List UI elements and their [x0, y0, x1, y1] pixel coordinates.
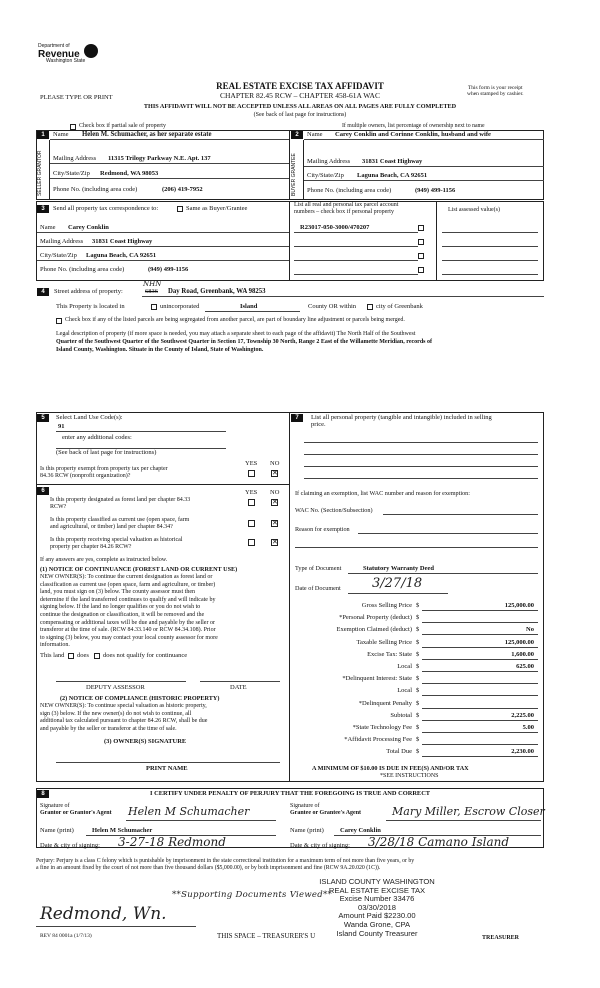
buyer-phone: (949) 499-1156	[415, 187, 456, 194]
redmond-handwriting: Redmond, Wn.	[40, 904, 167, 924]
grantee-date: 3/28/18 Camano Island	[368, 835, 510, 849]
grantee-sig-label: Signature of Grantee or Grantee's Agent	[290, 803, 362, 816]
multiple-owners-note: If multiple owners, list percentage of ownership next to name	[342, 123, 485, 129]
corr-name-label: Name	[40, 224, 56, 231]
current-use-question: Is this property classified as current use (open space, farm and agricultural, or timber) land per chapter 84.34?	[50, 517, 190, 530]
grantor-signature: Helen M Schumacher	[128, 805, 250, 818]
corr-phone-label: Phone No. (including area code)	[40, 266, 125, 273]
tax-line-label: Subtotal	[390, 711, 412, 719]
tax-line-currency: $	[416, 748, 420, 756]
personal-property-heading: List all personal property (tangible and intangible) included in selling price.	[311, 414, 492, 429]
legal-description-2: Quarter of the Southwest Quarter of the Southwest Quarter in Section 17, Township 30 North, Range 2 East of the Willamette Meridian, records of	[56, 339, 432, 345]
see-instructions: *SEE INSTRUCTIONS	[380, 773, 439, 779]
segregated-label: Check box if any of the listed parcels are being segregated from another parcel, are part of boundary line adjustment or parcels being merged.	[65, 317, 405, 323]
does-not-checkbox[interactable]	[94, 653, 100, 659]
reason-label: Reason for exemption	[295, 526, 350, 533]
tax-line-label: Local	[397, 687, 412, 695]
any-yes-note: If any answers are yes, complete as instructed below.	[40, 557, 168, 563]
section-5-number: 5	[37, 414, 49, 422]
segregated-checkbox[interactable]	[56, 318, 62, 324]
seller-phone-label: Phone No. (including area code)	[53, 186, 138, 193]
tax-line-value: 625.00	[516, 663, 534, 670]
no-header-6: NO	[270, 489, 280, 496]
section-7-number: 7	[291, 414, 303, 422]
doc-date: 3/27/18	[372, 576, 423, 591]
county-or-label: County OR within	[308, 303, 357, 310]
dept-line-2: Revenue	[38, 48, 80, 60]
dept-line-1: Department of	[38, 43, 70, 49]
grantor-name-label: Name (print)	[40, 827, 74, 834]
tax-line-value: 125,000.00	[504, 602, 534, 609]
perjury-text: Perjury: Perjury is a class C felony which is punishable by imprisonment in the state correctional institution for a maximum term of not more than five years, or by a fine in an amount fixed by the court of not more than five thousand dollars ($5,000.00), or by both imprisonment and fine (RCW 9A.20.020 (1C)).	[36, 858, 415, 871]
seller-city-label: City/State/Zip	[53, 170, 90, 177]
located-in-label: This Property is located in	[56, 303, 125, 310]
tax-line-value: 1,600.00	[511, 650, 534, 658]
deputy-date-label: DATE	[230, 684, 247, 691]
tax-line-currency: $	[416, 626, 420, 634]
exemption-question: If claiming an exemption, list WAC number and reason for exemption:	[295, 490, 470, 497]
seller-name: Helen M. Schumacher, as her separate estate	[82, 131, 212, 138]
correspondence-heading: Send all property tax correspondence to:	[53, 205, 159, 212]
seller-phone: (206) 419-7952	[162, 186, 203, 193]
grantee-name: Carey Conklin	[340, 827, 381, 834]
city-checkbox[interactable]	[367, 304, 373, 310]
grantor-date-label: Date & city of signing:	[40, 842, 100, 849]
section-4-number: 4	[37, 288, 49, 296]
tax-line-value: 5.00	[522, 724, 534, 731]
tax-line-currency: $	[416, 614, 420, 622]
tax-line-value: 2,225.00	[511, 711, 534, 719]
does-checkbox[interactable]	[68, 653, 74, 659]
yes-header-6: YES	[245, 489, 258, 496]
seller-side-label: SELLER GRANTOR	[37, 150, 43, 196]
rev-number: REV 84 0001a (1/7/13)	[40, 933, 92, 939]
no-header-5: NO	[270, 460, 280, 467]
seller-addr: 11315 Trilogy Parkway N.E. Apt. 137	[108, 155, 211, 162]
tax-line-label: *State Technology Fee	[352, 724, 412, 731]
tax-line-currency: $	[416, 711, 420, 719]
form-title: REAL ESTATE EXCISE TAX AFFIDAVIT	[216, 81, 384, 91]
exempt-yes-checkbox[interactable]	[248, 470, 255, 477]
county-name: Island	[240, 303, 258, 310]
historic-yes-checkbox[interactable]	[248, 539, 255, 546]
tax-line-currency: $	[416, 736, 420, 744]
partial-sale-label: Check box if partial sale of property	[79, 123, 166, 129]
exempt-no-checkbox[interactable]: ✕	[272, 469, 278, 477]
doc-date-label: Date of Document	[295, 585, 341, 592]
continuance-text: NEW OWNER(S): To continue the current designation as forest land or classification as current use (open space, farm and agriculture, or timber) land, you must sign on (3) below. The county assessor must then determine if the land transferred continues to qualify and will indicate by signing below. If the land no longer qualifies or you do not wish to continue the designation or classification, it will be removed and the compensating or additional taxes will be due and payable by the seller or transferor at the time of sale. (RCW 84.33.140 or RCW 84.34.108). Prior to signing (3) below, you may contact your local county assessor for more information.	[40, 574, 218, 649]
buyer-phone-label: Phone No. (including area code)	[307, 187, 392, 194]
parcel-personal-checkbox-1[interactable]	[418, 225, 424, 231]
unincorporated-checkbox[interactable]	[151, 304, 157, 310]
current-use-yes-checkbox[interactable]	[248, 520, 255, 527]
treasurer-label: TREASURER	[482, 935, 520, 941]
tax-line-currency: $	[416, 724, 420, 731]
same-as-buyer-label: Same as Buyer/Grantee	[186, 205, 248, 212]
section-8-number: 8	[37, 790, 49, 798]
buyer-city-label: City/State/Zip	[307, 172, 344, 179]
tax-line-label: Taxable Selling Price	[356, 638, 412, 646]
tax-line-value: No	[526, 626, 534, 634]
tax-line-currency: $	[416, 638, 420, 646]
parcel-personal-checkbox-2[interactable]	[418, 239, 424, 245]
grantee-name-label: Name (print)	[290, 827, 324, 834]
parcel-personal-checkbox-3[interactable]	[418, 253, 424, 259]
city-of-label: city of Greenbank	[376, 303, 423, 310]
tax-line-label: *Delinquent Interest: State	[342, 675, 412, 683]
seller-name-label: Name	[53, 131, 69, 138]
tax-line-label: Total Due	[386, 748, 412, 756]
form-subtitle: CHAPTER 82.45 RCW – CHAPTER 458-61A WAC	[220, 91, 380, 100]
buyer-side-label: BUYER GRANTEE	[291, 153, 297, 196]
tax-line-label: *Personal Property (deduct)	[339, 614, 412, 622]
treasurer-space: THIS SPACE – TREASURER'S U	[217, 932, 316, 940]
corr-city-label: City/State/Zip	[40, 252, 77, 259]
current-use-no-checkbox[interactable]: ✕	[272, 519, 278, 527]
see-back-line: (See back of last page for instructions)	[253, 112, 347, 118]
seller-city: Redmond, WA 98053	[100, 170, 159, 177]
same-as-buyer-checkbox[interactable]	[177, 206, 183, 212]
doc-type: Statutory Warranty Deed	[363, 565, 435, 572]
does-not-label: does not qualify for continuance	[103, 652, 188, 659]
tax-line-currency: $	[416, 675, 420, 683]
owner-signature-label: (3) OWNER(S) SIGNATURE	[104, 738, 187, 745]
buyer-addr: 31831 Coast Highway	[362, 158, 423, 165]
tax-line-currency: $	[416, 650, 420, 658]
grantee-date-label: Date & city of signing:	[290, 842, 350, 849]
corr-name: Carey Conklin	[68, 224, 109, 231]
additional-codes-label: enter any additional codes:	[62, 434, 132, 441]
tax-line-label: *Delinquent Penalty	[358, 699, 412, 707]
historic-question: Is this property receiving special valuation as historical property per chapter 84.26 RCW?	[50, 537, 183, 550]
continuance-title: (1) NOTICE OF CONTINUANCE (FOREST LAND OR CURRENT USE)	[40, 566, 238, 573]
grantee-signature: Mary Miller, Escrow Closer	[392, 805, 545, 818]
section-3-number: 3	[37, 205, 49, 213]
buyer-name: Carey Conklin and Corinne Conklin, husband and wife	[335, 131, 491, 138]
grantor-sig-label: Signature of Grantor or Grantor's Agent	[40, 803, 112, 816]
certify-line: I CERTIFY UNDER PENALTY OF PERJURY THAT THE FOREGOING IS TRUE AND CORRECT	[150, 790, 431, 797]
dept-line-3: Washington State	[46, 57, 86, 64]
compliance-text: NEW OWNER(S): To continue special valuation as historic property, sign (3) below. If the new owner(s) do not wish to continue, all additional tax calculated pursuant to chapter 84.26 RCW, shall be due and payable by the seller or transferor at the time of sale.	[40, 703, 208, 732]
yes-header-5: YES	[245, 460, 258, 467]
dor-logo	[38, 44, 85, 65]
section-2-number: 2	[291, 131, 303, 139]
parcel-number: R23017-050-3000/470207	[300, 224, 370, 231]
does-label: does	[77, 652, 89, 659]
tax-line-label: Local	[397, 663, 412, 670]
print-name-label: PRINT NAME	[146, 765, 188, 772]
corr-phone: (949) 499-1156	[148, 266, 189, 273]
tax-line-label: Exemption Claimed (deduct)	[336, 626, 412, 634]
doc-type-label: Type of Document	[295, 565, 342, 572]
forest-question: Is this property designated as forest land per chapter 84.33 RCW?	[50, 497, 191, 510]
land-use-see-back: (See back of last page for instructions)	[56, 449, 157, 456]
logo-mark-icon	[84, 44, 98, 58]
tax-line-value: 125,000.00	[504, 638, 534, 646]
section-1-number: 1	[37, 131, 49, 139]
grantor-name: Helen M Schumacher	[92, 827, 153, 834]
warning-line: THIS AFFIDAVIT WILL NOT BE ACCEPTED UNLESS ALL AREAS ON ALL PAGES ARE FULLY COMPLETED	[143, 103, 457, 110]
tax-line-currency: $	[416, 663, 420, 670]
receipt-note: This form is your receipt when stamped by cashier.	[467, 85, 524, 98]
tax-line-currency: $	[416, 687, 420, 695]
parcel-list-heading: List all real and personal tax parcel account numbers – check box if personal property	[294, 202, 399, 215]
land-use-code: 91	[58, 423, 65, 430]
type-or-print: PLEASE TYPE OR PRINT	[40, 94, 113, 101]
tax-line-currency: $	[416, 602, 420, 609]
corr-addr: 31831 Coast Highway	[92, 238, 153, 245]
corr-city: Laguna Beach, CA 92651	[86, 252, 157, 259]
forest-yes-checkbox[interactable]	[248, 499, 255, 506]
street-label: Street address of property:	[54, 288, 123, 295]
section-6-number: 6	[37, 487, 49, 495]
historic-no-checkbox[interactable]: ✕	[272, 538, 278, 546]
unincorporated-label: unincorporated	[160, 303, 200, 310]
compliance-title: (2) NOTICE OF COMPLIANCE (HISTORIC PROPERTY)	[60, 695, 220, 702]
buyer-addr-label: Mailing Address	[307, 158, 351, 165]
supporting-docs-note: **Supporting Documents Viewed**	[172, 890, 333, 900]
land-does-label: This land	[40, 652, 65, 659]
deputy-assessor-label: DEPUTY ASSESSOR	[86, 684, 145, 691]
seller-addr-label: Mailing Address	[53, 155, 97, 162]
street-struck-number: 6836	[145, 288, 158, 295]
grantor-date: 3-27-18 Redmond	[118, 835, 226, 849]
tax-line-label: Excise Tax: State	[367, 650, 412, 658]
buyer-name-label: Name	[307, 131, 323, 138]
forest-no-checkbox[interactable]: ✕	[272, 498, 278, 506]
exempt-question: Is this property exempt from property tax per chapter 84.36 RCW (nonprofit organization)?	[40, 466, 168, 479]
tax-line-label: *Affidavit Processing Fee	[344, 736, 412, 744]
tax-line-value: 2,230.00	[511, 748, 534, 756]
buyer-city: Laguna Beach, CA 92651	[357, 172, 428, 179]
assessed-value-heading: List assessed value(s)	[448, 207, 500, 213]
legal-description-1: Legal description of property (if more space is needed, you may attach a separate sheet to each page of the affidavit) The North Half of the Southwest	[56, 331, 416, 337]
corr-addr-label: Mailing Address	[40, 238, 84, 245]
street-handwritten: NHN	[143, 280, 162, 288]
minimum-note: A MINIMUM OF $10.00 IS DUE IN FEE(S) AND/OR TAX	[312, 765, 469, 772]
street-address: Day Road, Greenbank, WA 98253	[168, 288, 266, 295]
parcel-personal-checkbox-4[interactable]	[418, 267, 424, 273]
tax-line-currency: $	[416, 699, 420, 707]
treasurer-stamp: ISLAND COUNTY WASHINGTON REAL ESTATE EXCISE TAX Excise Number 33476 03/30/2018 Amount Paid $2230.00 Wanda Grone, CPA Island County Treasurer	[302, 878, 452, 938]
legal-description-3: Island County, Washington. Situate in the County of Island, State of Washington.	[56, 347, 264, 353]
land-use-label: Select Land Use Code(s):	[56, 414, 123, 421]
tax-line-label: Gross Selling Price	[361, 602, 412, 609]
wac-label: WAC No. (Section/Subsection)	[295, 507, 373, 514]
